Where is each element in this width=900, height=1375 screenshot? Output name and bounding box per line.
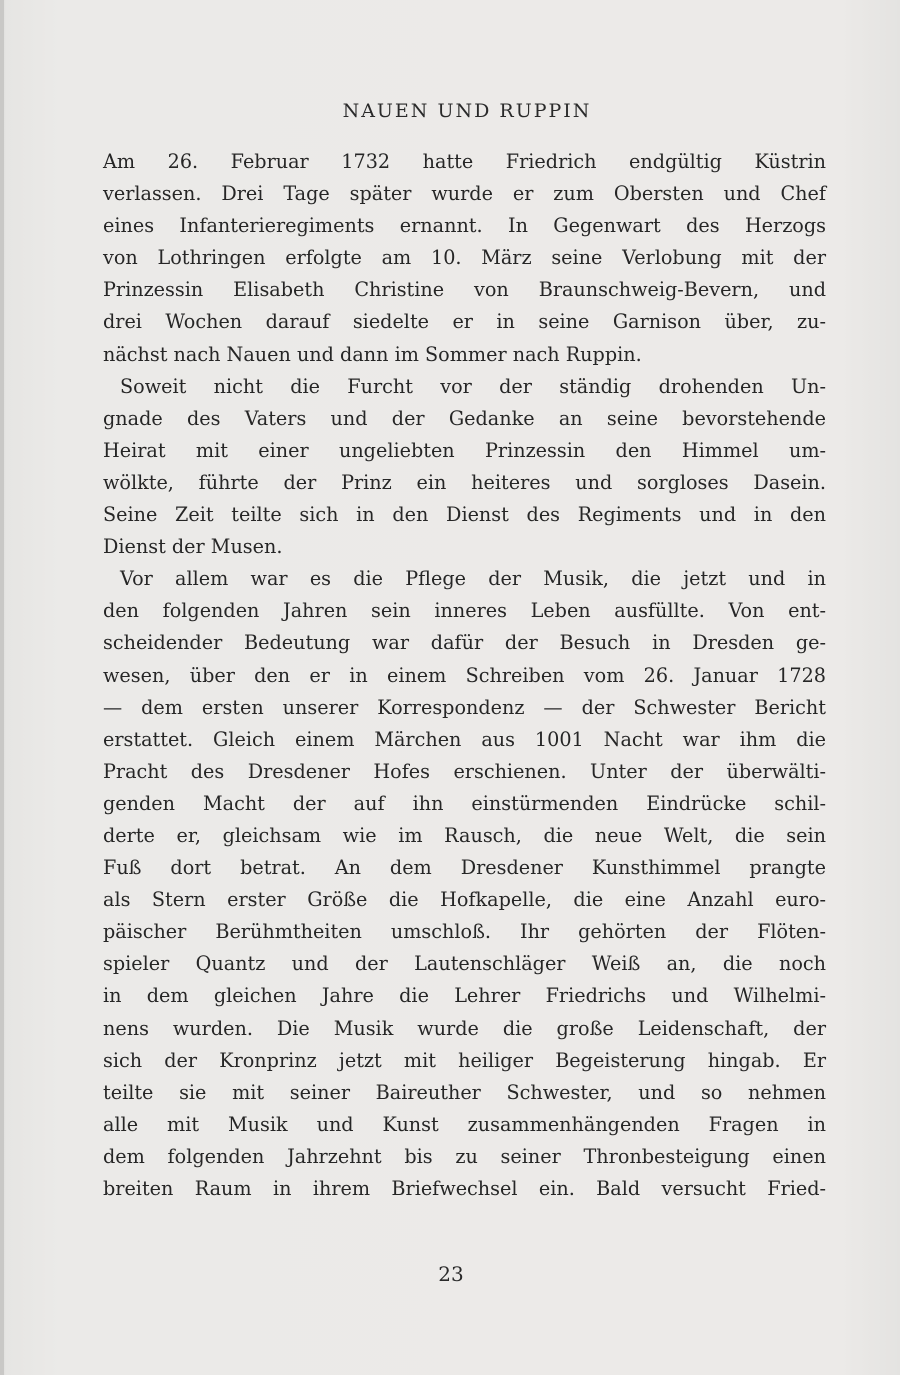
text-line: in dem gleichen Jahre die Lehrer Friedrichs und Wilhelmi- [103, 984, 826, 1008]
text-line: nächst nach Nauen und dann im Sommer nach Ruppin. [103, 342, 642, 366]
text-line: als Stern erster Größe die Hofkapelle, die eine Anzahl euro- [103, 888, 826, 912]
text-line: Soweit nicht die Furcht vor der ständig drohenden Un- [120, 374, 826, 398]
text-line: Prinzessin Elisabeth Christine von Braunschweig-Bevern, und [103, 278, 826, 302]
body-text [103, 146, 826, 1205]
text-line: erstattet. Gleich einem Märchen aus 1001 Nacht war ihm die [103, 727, 826, 751]
text-line: breiten Raum in ihrem Briefwechsel ein. Bald versucht Fried- [103, 1177, 826, 1200]
text-line: Pracht des Dresdener Hofes erschienen. Unter der überwälti- [103, 759, 826, 783]
text-line: drei Wochen darauf siedelte er in seine Garnison über, zu- [103, 310, 826, 334]
page-gutter-shadow [0, 0, 4, 1375]
text-line: wölkte, führte der Prinz ein heiteres und sorgloses Dasein. [103, 470, 826, 494]
page-number: 23 [438, 1262, 464, 1286]
text-line: päischer Berühmtheiten umschloß. Ihr gehörten der Flöten- [103, 920, 826, 944]
text-line: scheidender Bedeutung war dafür der Besuch in Dresden ge- [103, 631, 826, 655]
text-line: derte er, gleichsam wie im Rausch, die neue Welt, die sein [103, 823, 826, 847]
text-line: dem folgenden Jahrzehnt bis zu seiner Thronbesteigung einen [103, 1144, 826, 1168]
text-line: verlassen. Drei Tage später wurde er zum Obersten und Chef [103, 182, 826, 206]
text-line: gnade des Vaters und der Gedanke an seine bevorstehende [103, 406, 826, 430]
text-line: Heirat mit einer ungeliebten Prinzessin den Himmel um- [103, 438, 826, 462]
text-line: Vor allem war es die Pflege der Musik, die jetzt und in [120, 567, 826, 591]
text-line: genden Macht der auf ihn einstürmenden Eindrücke schil- [103, 791, 826, 815]
text-line: Seine Zeit teilte sich in den Dienst des Regiments und in den [103, 503, 826, 527]
text-line: sich der Kronprinz jetzt mit heiliger Begeisterung hingab. Er [103, 1048, 826, 1072]
chapter-title: NAUEN UND RUPPIN [342, 100, 592, 122]
text-line: — dem ersten unserer Korrespondenz — der Schwester Bericht [103, 695, 826, 719]
text-line: eines Infanterieregiments ernannt. In Gegenwart des Herzogs [103, 214, 826, 238]
text-line: von Lothringen erfolgte am 10. März seine Verlobung mit der [103, 246, 826, 270]
text-line: alle mit Musik und Kunst zusammenhängenden Fragen in [103, 1112, 826, 1136]
text-line: nens wurden. Die Musik wurde die große Leidenschaft, der [103, 1016, 826, 1040]
text-line: Fuß dort betrat. An dem Dresdener Kunsthimmel prangte [103, 856, 826, 880]
text-line: wesen, über den er in einem Schreiben vom 26. Januar 1728 [103, 663, 826, 687]
text-line: teilte sie mit seiner Baireuther Schwester, und so nehmen [103, 1080, 826, 1104]
text-line: spieler Quantz und der Lautenschläger Weiß an, die noch [103, 952, 826, 976]
text-line: den folgenden Jahren sein inneres Leben ausfüllte. Von ent- [103, 599, 826, 623]
text-line: Am 26. Februar 1732 hatte Friedrich endgültig Küstrin [103, 150, 826, 173]
text-line: Dienst der Musen. [103, 535, 283, 559]
